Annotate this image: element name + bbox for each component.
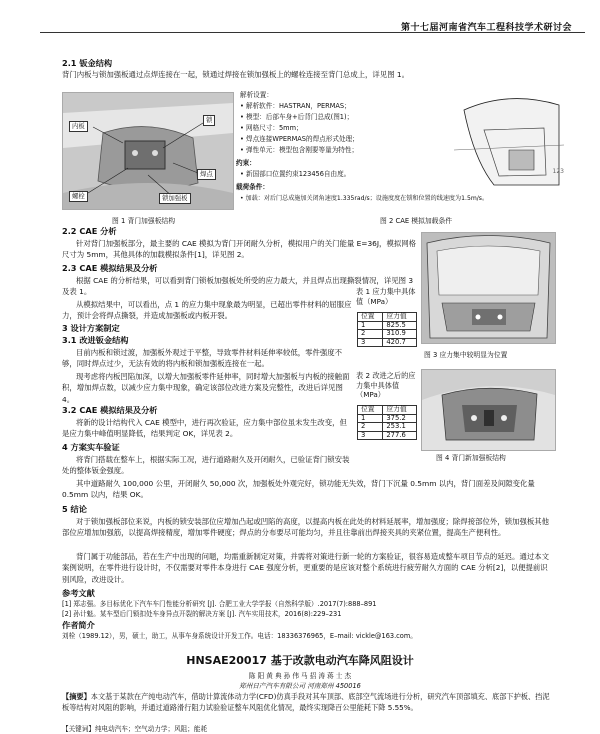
figure-2-text-box <box>234 90 489 214</box>
table-cell: 3 <box>358 431 383 440</box>
figure-2-line: 解析设置： <box>240 91 273 99</box>
table-cell: 277.6 <box>383 431 417 440</box>
section-4-title: 4 方案实车验证 <box>62 442 120 452</box>
figure-2-panel <box>234 90 564 214</box>
next-paper-abstract <box>62 692 554 713</box>
table-cell: 310.9 <box>383 330 417 339</box>
figure-1-label-bolt: 螺栓 <box>69 191 88 202</box>
table-cell: 1 <box>358 321 383 330</box>
next-paper-keywords: 【关键词】纯电动汽车；空气动力学；风阻；能耗 <box>62 725 208 733</box>
section-2-1-text: 背门内板与锁加强板通过点焊连接在一起，锁通过焊接在锁加强板上的螺栓连接至背门总成上，详见图 1。 <box>62 70 410 79</box>
figure-2-line: • 弹性单元：模型包含刚要等量为特性； <box>240 146 359 154</box>
table-1 <box>357 312 417 347</box>
table-2-header: 位置 <box>358 406 383 415</box>
section-5-title: 5 结论 <box>62 504 87 514</box>
abstract-label: 【摘要】 <box>62 692 91 701</box>
figure-2-line: • 新国部口位置约束123456自由度。 <box>240 170 351 178</box>
figure-2-line: 约束： <box>236 159 256 167</box>
table-cell: 825.5 <box>383 321 417 330</box>
figure-3-image <box>421 232 556 344</box>
section-4-text-1: 将背门搭载在整车上，根据实际工况，进行道路耐久及开闭耐久，已验证背门锁安装处的整体钣金强度。 <box>62 455 350 476</box>
table-1-header: 应力值 <box>383 313 417 322</box>
table-cell: 253.1 <box>383 423 417 432</box>
section-3-2-text: 将新的设计结构代入 CAE 模型中，进行再次验证，应力集中部位虽未发生改变，但是应力集中峰值明显降低，结果判定 OK，详见表 2。 <box>62 418 347 439</box>
figure-1-label-weld: 焊点 <box>197 169 216 180</box>
figure-2-line: • 解析软件：HASTRAN，PERMAS； <box>240 102 351 110</box>
figure-2-line: • 网格尺寸：5mm； <box>240 124 303 132</box>
section-2-3-text-2: 从模拟结果中，可以看出，点 1 的应力集中现象最为明显，已超出零件材料的屈服应力，预计会将焊点撕裂，并造成加强板或内板开裂。 <box>62 300 352 321</box>
table-cell: 1 <box>358 414 383 423</box>
figure-2-line: • 焊点连接WPERMAS的焊点形式处理； <box>240 135 359 143</box>
abstract-text: 本文基于某款在产纯电动汽车，借助计算流体动力学(CFD)仿真手段对其车顶部、底部空气流场进行分析，研究汽车顶部填充、底部下护板、挡泥板等结构对风阻的影响，并通过道路滑行阻力试验验证整车风阻优化情况，最终实现降百公里能耗下降 5.55%。 <box>62 692 550 712</box>
section-2-3-title: 2.3 CAE 模拟结果及分析 <box>62 263 158 273</box>
figure-4-drawing <box>422 370 555 450</box>
section-2-2-title: 2.2 CAE 分析 <box>62 226 117 236</box>
section-5-text-2: 背门属于功能部品，若在生产中出现的问题，均需重新制定对策，并需将对策进行新一轮的方案验证，很容易造成整车项目节点的延迟。通过本文案例说明，在零件进行设计时，不仅需要对零件本身进行 CAE 强度分析，更重要的是应该对整个系统进行疲劳耐久方面的 CAE 分析[2]，以便提前识别风险，改进设计。 <box>62 552 550 584</box>
table-cell: 2 <box>358 330 383 339</box>
next-paper-authors: 陈 阳 黄 典 孙 伟 马 招 涛 蒋 士 杰 <box>248 672 352 680</box>
figure-4-image <box>421 369 556 451</box>
table-cell: 420.7 <box>383 338 417 347</box>
figure-1-image <box>62 92 234 210</box>
section-5-text-1: 对于锁加强板部位来说，内板的锁安装部位应增加凸起或凹陷的高度，以提高内板在此处的材料延展率，增加强度；除焊接部位外，锁加强板其他部位应增加加强筋，以提高焊接精度，增加零件硬度；焊点的分布要尽可能均匀，并且往靠前出焊接夹具的夹紧位置，提高生产便利性。 <box>62 517 550 538</box>
figure-1-label-lock: 锁 <box>203 115 215 126</box>
section-3-1-text-1: 目前内板和锁过渡，加强板外观过于平整，导致零件材料延伸率较低，零件强度不够，同时焊点过少，无法有效的将内板和锁加强板连接在一起。 <box>62 348 343 369</box>
figure-2-line: • 模型：后部车身+后背门总成(图1)； <box>240 113 354 121</box>
header-band <box>0 0 600 38</box>
figure-2-caption: 图 2 CAE 模拟加载条件 <box>380 217 453 225</box>
figure-2-line: 载荷条件： <box>236 183 269 191</box>
figure-1-caption: 图 1 背门加强板结构 <box>112 217 176 225</box>
figure-3-caption: 图 3 应力集中较明显为位置 <box>424 351 508 359</box>
figure-1-label-rein: 锁加强板 <box>159 193 191 204</box>
figure-3-drawing <box>422 233 555 343</box>
section-2-1-title: 2.1 钣金结构 <box>62 58 113 68</box>
conference-title: 第十七届河南省汽车工程科技学术研讨会 <box>400 23 572 33</box>
table-cell: 3 <box>358 338 383 347</box>
table-2 <box>357 405 417 440</box>
author-text: 刘栓（1989.12），男，硕士，助工，从事车身系统设计开发工作。电话：18336376965，E–mail: vickle@163.com。 <box>62 632 417 640</box>
table-2-header: 应力值 <box>383 406 417 415</box>
table-2-caption: 表 2 改进之后的应力集中具体值（MPa） <box>356 371 416 399</box>
next-paper-title: HNSAE20017 基于改款电动汽车降风阻设计 <box>186 654 414 667</box>
table-1-header: 位置 <box>358 313 383 322</box>
figure-2-drawing <box>454 90 564 190</box>
section-3-2-title: 3.2 CAE 模拟结果及分析 <box>62 405 158 415</box>
table-cell: 375.2 <box>383 414 417 423</box>
reference-item: [1] 郑志强。多目标优化下汽车车门性能分析研究 [J]. 合肥工业大学学报（自然科学版）.2017(7):888–891 <box>62 600 377 608</box>
section-3-1-text-2: 现考虑将内板凹陷加深，以增大加强板零件延伸率，同时增大加强板与内板的接触面积，增加焊点数，以减少应力集中现象，确定该部位改进方案及完整性，改进后详见图 4。 <box>62 372 350 404</box>
table-1-caption: 表 1 应力集中具体值（MPa） <box>356 287 416 306</box>
figure-1-drawing <box>63 93 233 209</box>
figure-2-line: • 加载：对后门总成施加关闭角速度1.335rad/s；设施度度在锁和位置的线速度为1.5m/s。 <box>240 195 489 202</box>
section-3-title: 3 设计方案制定 <box>62 323 120 333</box>
section-2-2-text: 针对背门加强板部分，最主要的 CAE 模拟为背门开闭耐久分析，模拟用户的关门能量 E=36J，模拟网格尺寸为 5mm，其他具体的加载模拟条件[1]，详见图 2。 <box>62 239 417 260</box>
reference-item: [2] 孙计魁。某车型后门锁扣处车身异点开裂的解决方案 [J]. 汽车实用技术，2016(8):229–231 <box>62 610 342 618</box>
figure-2-image <box>454 90 564 190</box>
author-title: 作者简介 <box>62 620 95 630</box>
table-cell: 2 <box>358 423 383 432</box>
next-paper-affiliation: 郑州日产汽车有限公司 河南郑州 450016 <box>239 682 361 690</box>
figure-4-caption: 图 4 背门新加强板结构 <box>436 454 506 462</box>
section-2-3-text-1: 根据 CAE 的分析结果，可以看到背门锁板加强板处所受的应力最大，并且焊点出现撕裂情况，详见图 3 及表 1。 <box>62 276 414 297</box>
section-3-1-title: 3.1 改进钣金结构 <box>62 335 129 345</box>
figure-2-right-label: 123 <box>552 168 564 175</box>
references-title: 参考文献 <box>62 588 95 598</box>
section-4-text-2: 其中道路耐久 100,000 公里，开闭耐久 50,000 次，加强板处外观完好，锁功能无失效，背门下沉量 0.5mm 以内，背门面差及间隙变化量 0.5mm 以内，结果 OK。 <box>62 479 535 500</box>
figure-1-label-inner: 内板 <box>69 121 88 132</box>
